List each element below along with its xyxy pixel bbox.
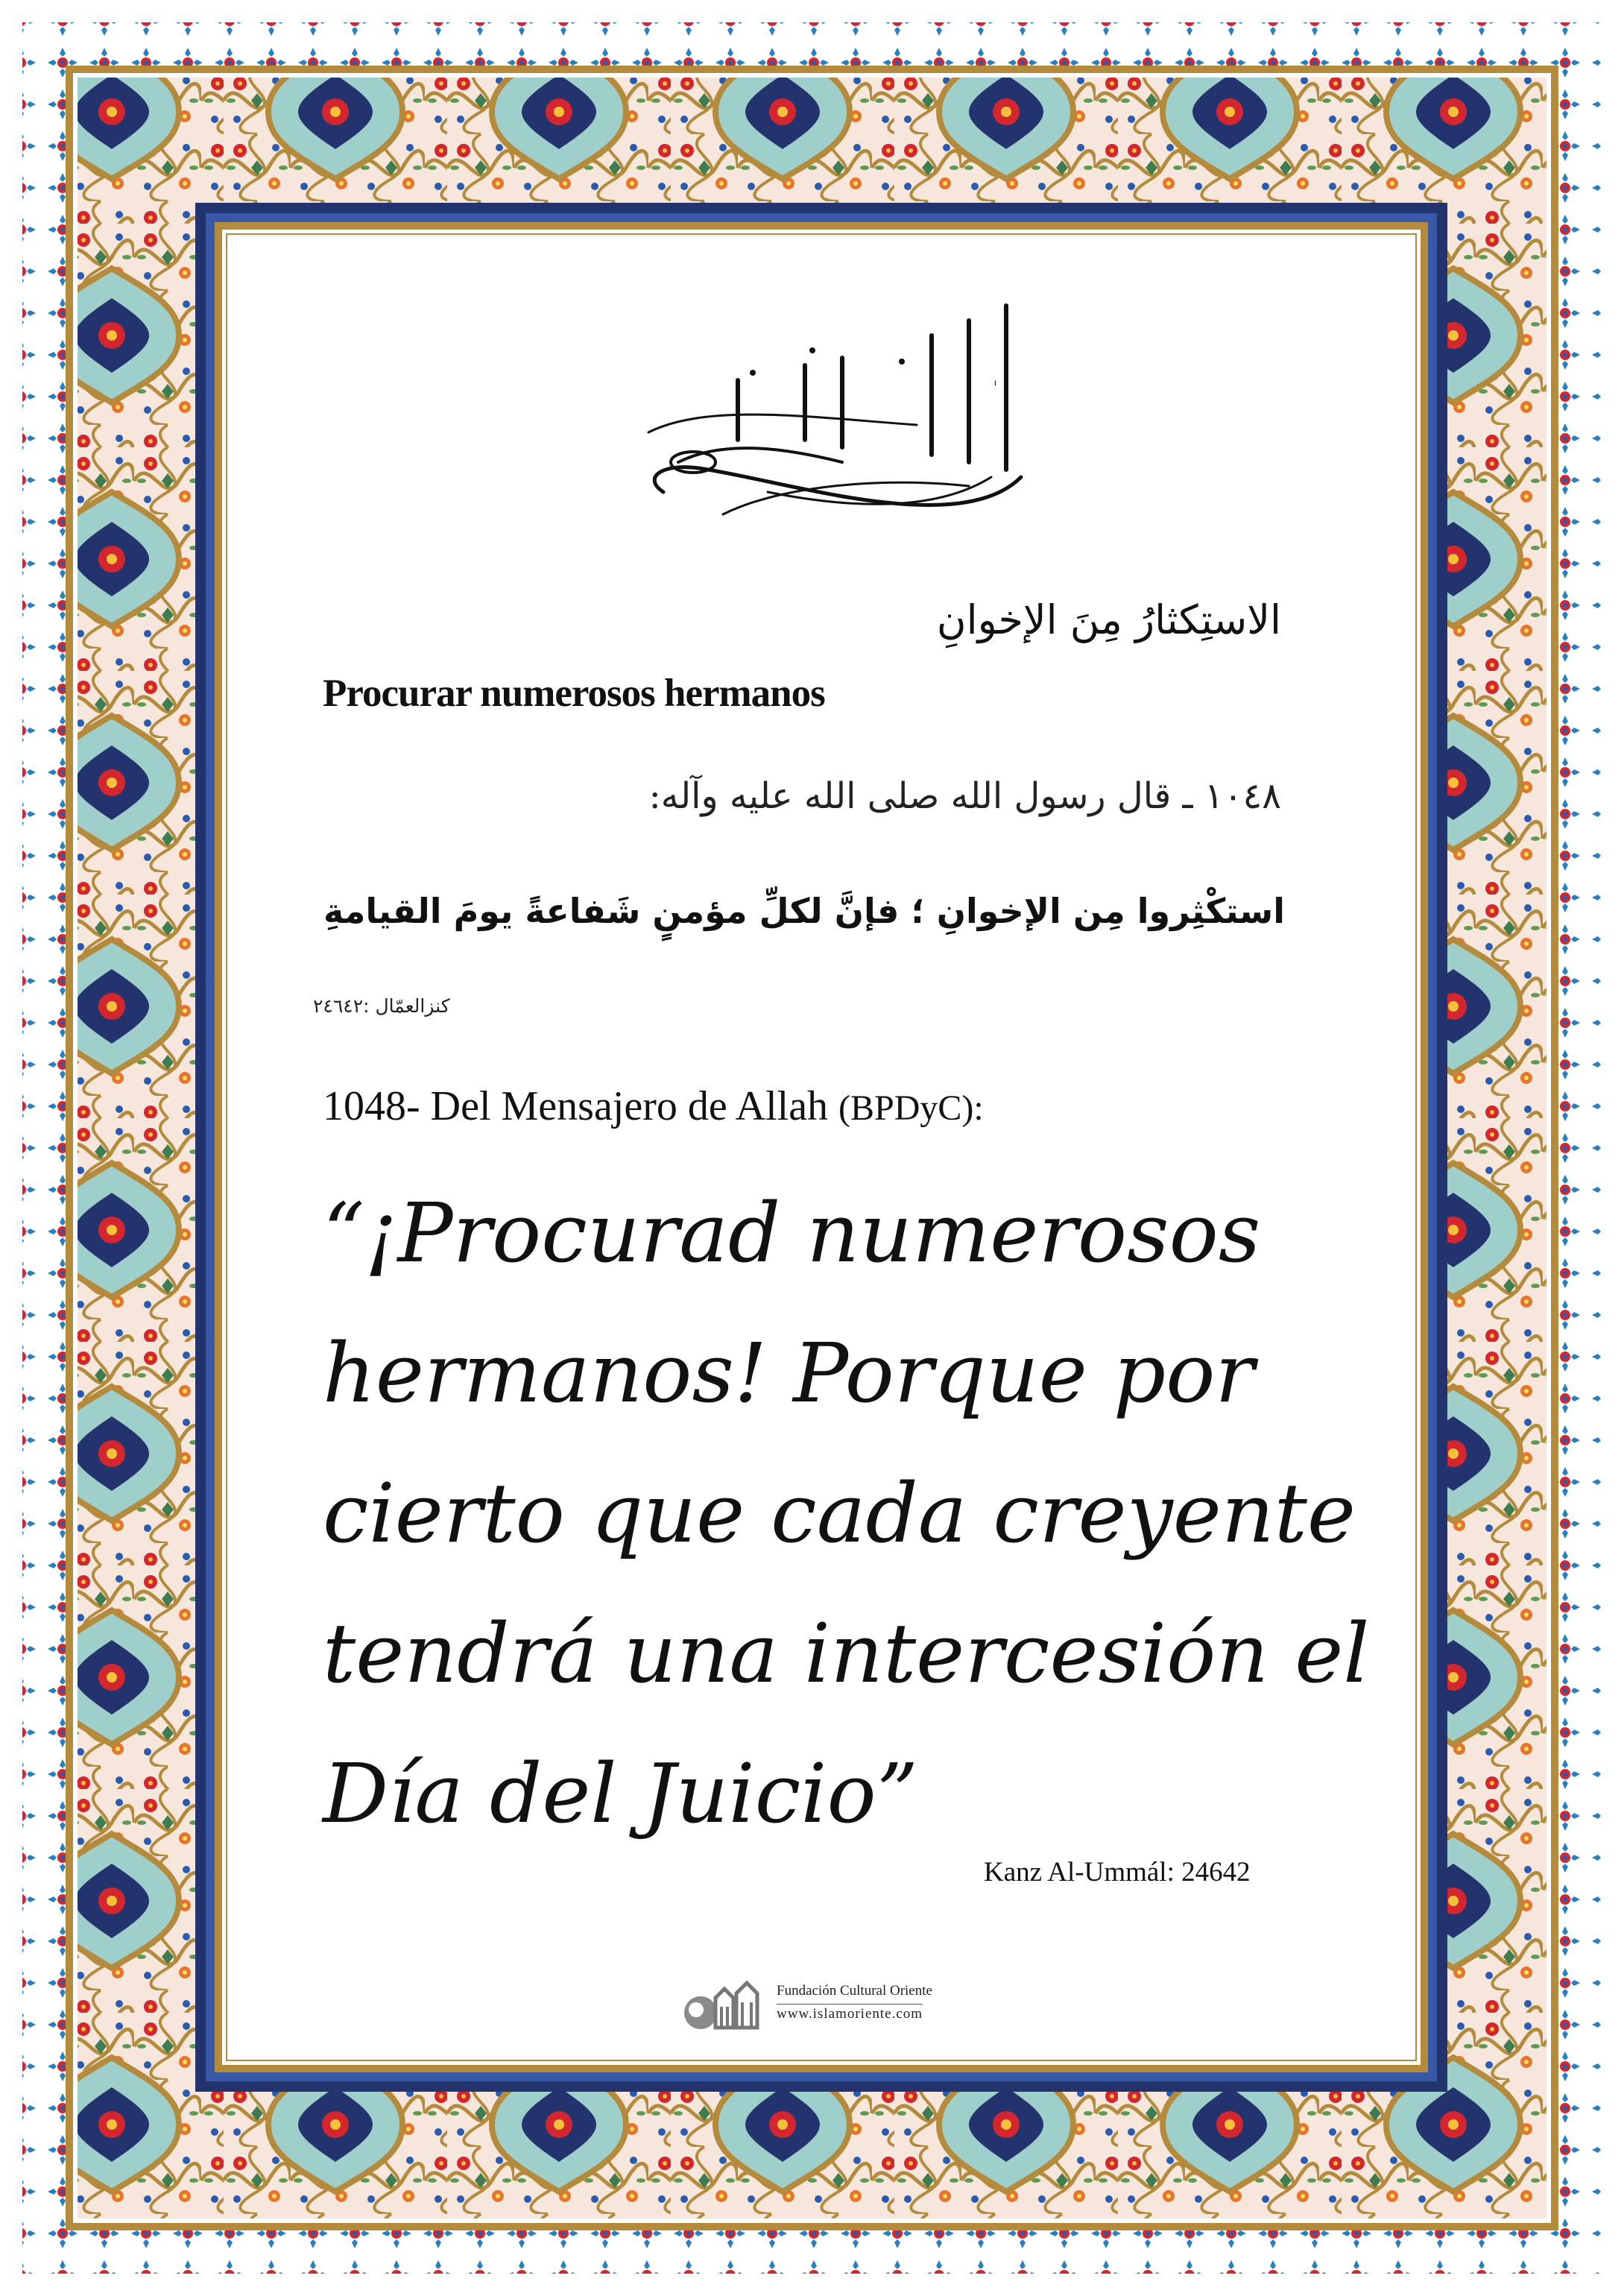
spanish-narrator-main: 1048- Del Mensajero de Allah bbox=[323, 1083, 829, 1129]
spanish-narrator-line bbox=[323, 1082, 984, 1130]
arabic-narrator-line: ١٠٤٨ ـ قال رسول الله صلى الله عليه وآله: bbox=[648, 775, 1281, 817]
publisher-name: Fundación Cultural Oriente bbox=[777, 1983, 932, 1999]
publisher-url: www.islamoriente.com bbox=[777, 2004, 923, 2022]
spanish-narrator-honorific: (BPDyC): bbox=[838, 1088, 984, 1128]
arabic-title: الاستِكثارُ مِنَ الإخوانِ bbox=[936, 596, 1281, 643]
arabic-hadith-text: استكْثِروا مِن الإخوانِ ؛ فإنَّ لكلِّ مؤمنٍ شَفاعةً يومَ القيامةِ bbox=[323, 891, 1285, 931]
quote-line: cierto que cada creyente bbox=[323, 1466, 1356, 1561]
spanish-hadith-quote bbox=[323, 1163, 1370, 1864]
spanish-title: Procurar numerosos hermanos bbox=[323, 672, 825, 715]
basmala-calligraphy bbox=[619, 291, 1036, 537]
publisher-logo bbox=[678, 1975, 961, 2035]
quote-line: tendrá una intercesión el bbox=[323, 1606, 1370, 1701]
quote-line: hermanos! Porque por bbox=[323, 1325, 1255, 1421]
publisher-emblem-icon bbox=[678, 1975, 768, 2035]
svg-text:ٰ bbox=[994, 380, 996, 385]
quote-line: Día del Juicio” bbox=[323, 1746, 918, 1841]
arabic-source-reference: كنزالعمّال :٢٤٦٤٢ bbox=[313, 995, 450, 1017]
quote-line: “¡Procurad numerosos bbox=[323, 1185, 1261, 1281]
spanish-source-reference: Kanz Al-Ummál: 24642 bbox=[984, 1857, 1251, 1887]
